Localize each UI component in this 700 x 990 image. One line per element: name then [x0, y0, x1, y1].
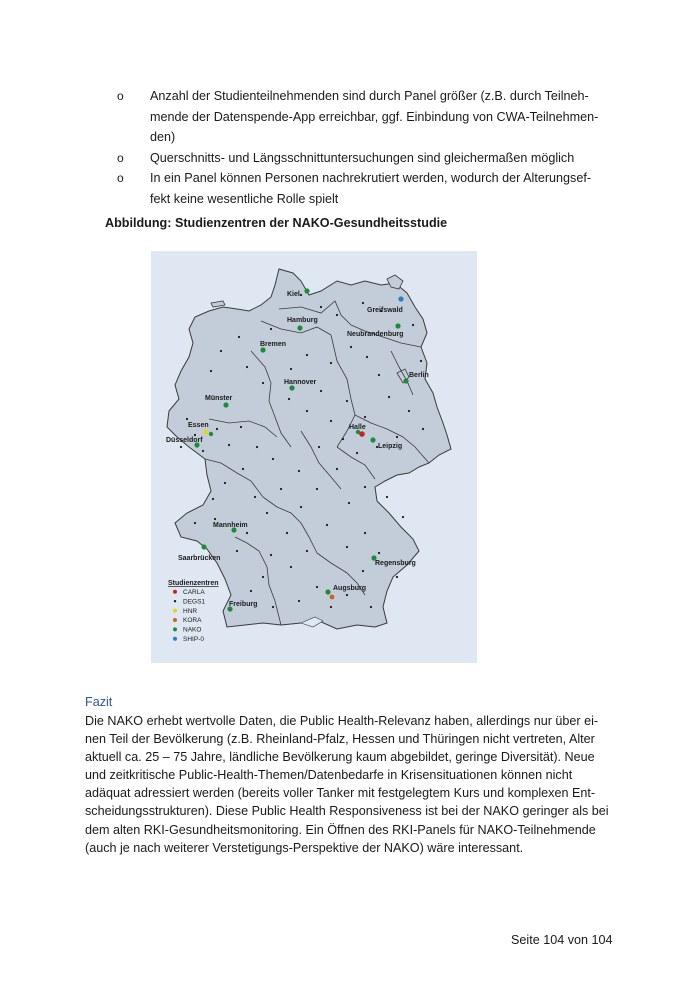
fazit-heading: Fazit	[85, 695, 113, 709]
city-label-mannheim: Mannheim	[213, 522, 248, 529]
city-label-saarbruecken: Saarbrücken	[178, 555, 221, 562]
fazit-line: nen Teil der Bevölkerung (z.B. Rheinland-Pfalz, Hessen und Thüringen nicht vertreten, Alter	[85, 732, 595, 747]
legend-label: KORA	[183, 617, 202, 625]
marker-essen	[204, 430, 209, 435]
city-label-bremen: Bremen	[260, 341, 287, 348]
bullet-line: mende der Datenspende-App erreichbar, ggf. Einbindung von CWA-Teilnehmen-	[150, 109, 599, 124]
legend-label: CARLA	[183, 589, 205, 596]
city-label-berlin: Berlin	[409, 372, 429, 379]
legend-label: DEGS1	[183, 598, 206, 606]
marker-augsburg-kora	[330, 595, 335, 600]
marker-essen-nako	[209, 432, 213, 436]
legend-label: HNR	[183, 607, 198, 615]
bullet-line: Anzahl der Studienteilnehmenden sind durch Panel größer (z.B. durch Teilneh-	[150, 89, 589, 103]
map-legend	[168, 580, 219, 643]
marker-berlin	[403, 378, 408, 383]
city-label-augsburg: Augsburg	[333, 585, 367, 592]
legend-swatch	[173, 627, 177, 631]
bullet-list	[117, 86, 617, 209]
fazit-paragraph	[85, 712, 621, 857]
legend-title: Studienzentren	[168, 580, 219, 587]
legend-swatch	[173, 637, 177, 641]
city-label-essen: Essen	[188, 422, 209, 429]
bullet-marker: o	[117, 89, 124, 103]
city-label-leipzig: Leipzig	[378, 443, 403, 450]
fazit-line: adäquat adressiert werden (bereits voller Tanker mit festgelegtem Kurs und komplexen Ent-	[85, 786, 596, 801]
germany-map	[151, 251, 477, 663]
bullet-marker: o	[117, 150, 124, 165]
fazit-line: aktuell ca. 25 – 75 Jahre, ländliche Bevölkerung kaum abgebildet, geringe Diversität). Neue	[85, 750, 595, 765]
city-label-hannover: Hannover	[284, 379, 317, 386]
city-label-freiburg: Freiburg	[229, 601, 258, 608]
city-label-muenster: Münster	[205, 395, 233, 402]
city-label-duesseldorf: Düsseldorf	[166, 437, 203, 444]
bullet-item	[117, 148, 617, 169]
marker-hamburg	[297, 325, 302, 330]
fazit-line: und zeitkritische Public-Health-Themen/Datenbedarfe in Krisensituationen können nicht	[85, 768, 573, 783]
bullet-line: den)	[150, 130, 176, 144]
marker-bremen	[260, 347, 265, 352]
marker-kiel	[304, 288, 309, 293]
bullet-marker: o	[117, 171, 124, 185]
city-label-halle: Halle	[349, 424, 366, 431]
bullet-line: In ein Panel können Personen nachrekrutiert werden, wodurch der Alterungsef-	[150, 171, 592, 185]
fazit-line: dem alten RKI-Gesundheitsmonitoring. Ein Öffnen des RKI-Panels für NAKO-Teilnehmende	[85, 822, 596, 837]
city-label-kiel: Kiel	[287, 291, 300, 298]
bullet-item	[117, 86, 617, 148]
marker-augsburg	[325, 589, 330, 594]
marker-leipzig	[370, 437, 375, 442]
marker-greifswald	[398, 296, 403, 301]
city-label-regensburg: Regensburg	[375, 560, 416, 567]
island-shape	[211, 301, 225, 307]
bullet-line: Querschnitts- und Längsschnittuntersuchungen sind gleichermaßen möglich	[150, 150, 575, 165]
legend-label: NAKO	[183, 626, 202, 634]
figure-caption: Abbildung: Studienzentren der NAKO-Gesundheitsstudie	[105, 216, 448, 230]
fazit-line: (auch je nach weiterer Verstetigungs-Perspektive der NAKO) wäre interessant.	[85, 840, 524, 855]
bullet-line: fekt keine wesentliche Rolle spielt	[150, 191, 339, 206]
fazit-line: Die NAKO erhebt wertvolle Daten, die Public Health-Relevanz haben, allerdings nur über ei-	[85, 714, 599, 728]
legend-items	[173, 589, 205, 643]
marker-neubrandenburg	[395, 323, 400, 328]
legend-label: SHIP-0	[183, 636, 204, 643]
legend-swatch	[174, 600, 176, 602]
city-label-hamburg: Hamburg	[287, 317, 318, 324]
bullet-item	[117, 168, 617, 209]
marker-muenster	[223, 402, 228, 407]
fazit-line: scheidungsstrukturen). Diese Public Health Responsiveness ist bei der NAKO geringer als bei	[85, 804, 609, 819]
legend-swatch	[173, 590, 177, 594]
legend-swatch	[173, 618, 177, 622]
marker-saarbruecken	[201, 544, 206, 549]
city-label-greifswald: Greifswald	[367, 307, 403, 314]
city-label-neubrandenburg: Neubrandenburg	[347, 331, 404, 338]
page-number: Seite 104 von 104	[511, 933, 613, 947]
marker-hannover	[289, 385, 294, 390]
legend-swatch	[173, 609, 177, 613]
